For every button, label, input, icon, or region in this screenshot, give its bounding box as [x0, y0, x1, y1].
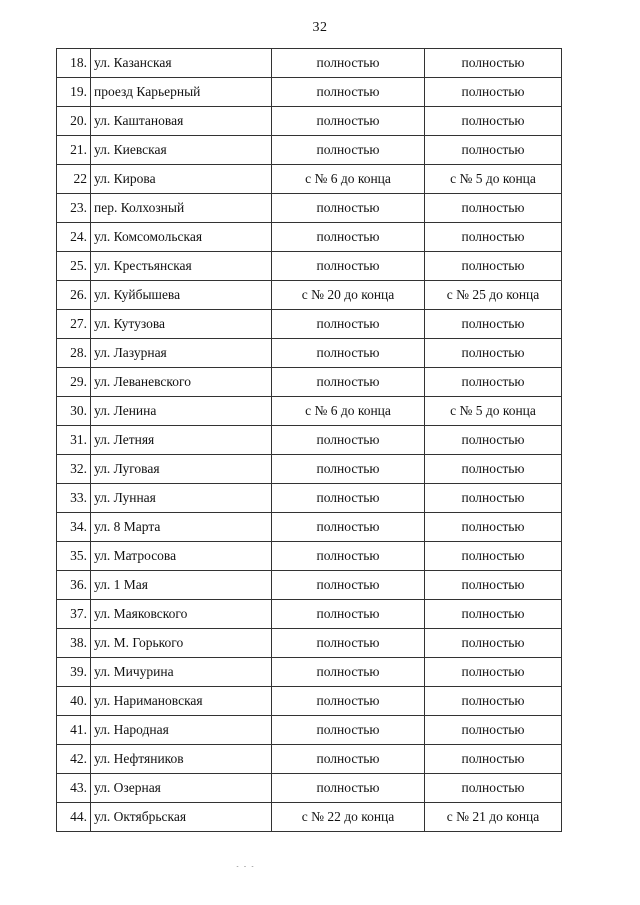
row-number-cell: 42. [57, 745, 91, 774]
range-b-cell: полностью [425, 600, 562, 629]
row-number-cell: 18. [57, 49, 91, 78]
page-number: 32 [312, 20, 328, 35]
table-row [57, 281, 562, 310]
table-row [57, 774, 562, 803]
street-name-cell: ул. Леваневского [91, 368, 272, 397]
footer-scan-mark: - - - [236, 864, 256, 870]
table-row [57, 600, 562, 629]
range-a-cell: с № 6 до конца [272, 165, 425, 194]
range-b-cell: полностью [425, 571, 562, 600]
street-name-cell: ул. М. Горького [91, 629, 272, 658]
range-a-cell: полностью [272, 745, 425, 774]
row-number-cell: 20. [57, 107, 91, 136]
street-name-cell: ул. Кирова [91, 165, 272, 194]
table-row [57, 629, 562, 658]
table-body [57, 49, 562, 832]
row-number-cell: 27. [57, 310, 91, 339]
row-number-cell: 43. [57, 774, 91, 803]
table-row [57, 542, 562, 571]
row-number-cell: 21. [57, 136, 91, 165]
range-b-cell: полностью [425, 687, 562, 716]
street-name-cell: ул. Кутузова [91, 310, 272, 339]
row-number-cell: 24. [57, 223, 91, 252]
range-b-cell: с № 5 до конца [425, 397, 562, 426]
table-row [57, 803, 562, 832]
range-a-cell: полностью [272, 716, 425, 745]
table-row [57, 426, 562, 455]
street-name-cell: ул. Луговая [91, 455, 272, 484]
street-name-cell: ул. Озерная [91, 774, 272, 803]
street-name-cell: ул. Киевская [91, 136, 272, 165]
range-b-cell: полностью [425, 484, 562, 513]
range-a-cell: полностью [272, 310, 425, 339]
range-b-cell: с № 25 до конца [425, 281, 562, 310]
street-name-cell: ул. Матросова [91, 542, 272, 571]
table-row [57, 571, 562, 600]
range-a-cell: полностью [272, 107, 425, 136]
street-name-cell: ул. Казанская [91, 49, 272, 78]
table-row [57, 310, 562, 339]
table-row [57, 397, 562, 426]
street-name-cell: пер. Колхозный [91, 194, 272, 223]
range-a-cell: полностью [272, 774, 425, 803]
row-number-cell: 41. [57, 716, 91, 745]
street-name-cell: ул. Куйбышева [91, 281, 272, 310]
range-a-cell: полностью [272, 600, 425, 629]
range-b-cell: полностью [425, 716, 562, 745]
street-name-cell: ул. Народная [91, 716, 272, 745]
range-b-cell: полностью [425, 49, 562, 78]
street-name-cell: ул. Каштановая [91, 107, 272, 136]
street-name-cell: ул. Комсомольская [91, 223, 272, 252]
range-a-cell: полностью [272, 513, 425, 542]
range-b-cell: полностью [425, 542, 562, 571]
range-a-cell: с № 20 до конца [272, 281, 425, 310]
range-a-cell: полностью [272, 194, 425, 223]
range-a-cell: полностью [272, 542, 425, 571]
table-row [57, 194, 562, 223]
street-name-cell: ул. Лазурная [91, 339, 272, 368]
table-row [57, 658, 562, 687]
row-number-cell: 19. [57, 78, 91, 107]
street-name-cell: ул. Нефтяников [91, 745, 272, 774]
range-a-cell: полностью [272, 571, 425, 600]
row-number-cell: 31. [57, 426, 91, 455]
street-name-cell: ул. Октябрьская [91, 803, 272, 832]
street-name-cell: проезд Карьерный [91, 78, 272, 107]
table-row [57, 745, 562, 774]
range-b-cell: полностью [425, 252, 562, 281]
row-number-cell: 34. [57, 513, 91, 542]
table-row [57, 223, 562, 252]
range-b-cell: с № 5 до конца [425, 165, 562, 194]
table-row [57, 339, 562, 368]
row-number-cell: 25. [57, 252, 91, 281]
street-name-cell: ул. Лунная [91, 484, 272, 513]
street-name-cell: ул. Маяковского [91, 600, 272, 629]
range-a-cell: полностью [272, 223, 425, 252]
range-a-cell: полностью [272, 687, 425, 716]
table-row [57, 687, 562, 716]
row-number-cell: 28. [57, 339, 91, 368]
row-number-cell: 30. [57, 397, 91, 426]
row-number-cell: 44. [57, 803, 91, 832]
range-b-cell: полностью [425, 426, 562, 455]
range-a-cell: полностью [272, 78, 425, 107]
row-number-cell: 32. [57, 455, 91, 484]
table-row [57, 455, 562, 484]
row-number-cell: 40. [57, 687, 91, 716]
range-a-cell: полностью [272, 455, 425, 484]
range-a-cell: полностью [272, 484, 425, 513]
table-row [57, 484, 562, 513]
range-b-cell: полностью [425, 223, 562, 252]
range-b-cell: полностью [425, 310, 562, 339]
street-name-cell: ул. Ленина [91, 397, 272, 426]
range-b-cell: полностью [425, 455, 562, 484]
table-row [57, 368, 562, 397]
row-number-cell: 38. [57, 629, 91, 658]
street-name-cell: ул. 1 Мая [91, 571, 272, 600]
range-b-cell: полностью [425, 136, 562, 165]
range-b-cell: полностью [425, 368, 562, 397]
table-row [57, 107, 562, 136]
table-row [57, 716, 562, 745]
row-number-cell: 33. [57, 484, 91, 513]
range-a-cell: с № 22 до конца [272, 803, 425, 832]
street-name-cell: ул. 8 Марта [91, 513, 272, 542]
range-b-cell: полностью [425, 194, 562, 223]
row-number-cell: 39. [57, 658, 91, 687]
table-row [57, 252, 562, 281]
row-number-cell: 37. [57, 600, 91, 629]
table-row [57, 513, 562, 542]
row-number-cell: 26. [57, 281, 91, 310]
row-number-cell: 36. [57, 571, 91, 600]
range-a-cell: полностью [272, 426, 425, 455]
range-a-cell: полностью [272, 136, 425, 165]
street-name-cell: ул. Наримановская [91, 687, 272, 716]
range-b-cell: полностью [425, 658, 562, 687]
table-row [57, 49, 562, 78]
range-a-cell: полностью [272, 339, 425, 368]
range-a-cell: полностью [272, 49, 425, 78]
range-b-cell: полностью [425, 774, 562, 803]
range-a-cell: полностью [272, 252, 425, 281]
street-name-cell: ул. Мичурина [91, 658, 272, 687]
street-name-cell: ул. Летняя [91, 426, 272, 455]
range-b-cell: полностью [425, 513, 562, 542]
range-b-cell: полностью [425, 78, 562, 107]
range-b-cell: полностью [425, 629, 562, 658]
range-a-cell: полностью [272, 658, 425, 687]
row-number-cell: 22 [57, 165, 91, 194]
row-number-cell: 35. [57, 542, 91, 571]
streets-table [56, 48, 562, 832]
table-row [57, 78, 562, 107]
row-number-cell: 29. [57, 368, 91, 397]
table-row [57, 165, 562, 194]
table-row [57, 136, 562, 165]
row-number-cell: 23. [57, 194, 91, 223]
range-a-cell: полностью [272, 629, 425, 658]
range-b-cell: полностью [425, 107, 562, 136]
range-b-cell: полностью [425, 339, 562, 368]
range-b-cell: с № 21 до конца [425, 803, 562, 832]
range-a-cell: с № 6 до конца [272, 397, 425, 426]
street-name-cell: ул. Крестьянская [91, 252, 272, 281]
range-b-cell: полностью [425, 745, 562, 774]
range-a-cell: полностью [272, 368, 425, 397]
